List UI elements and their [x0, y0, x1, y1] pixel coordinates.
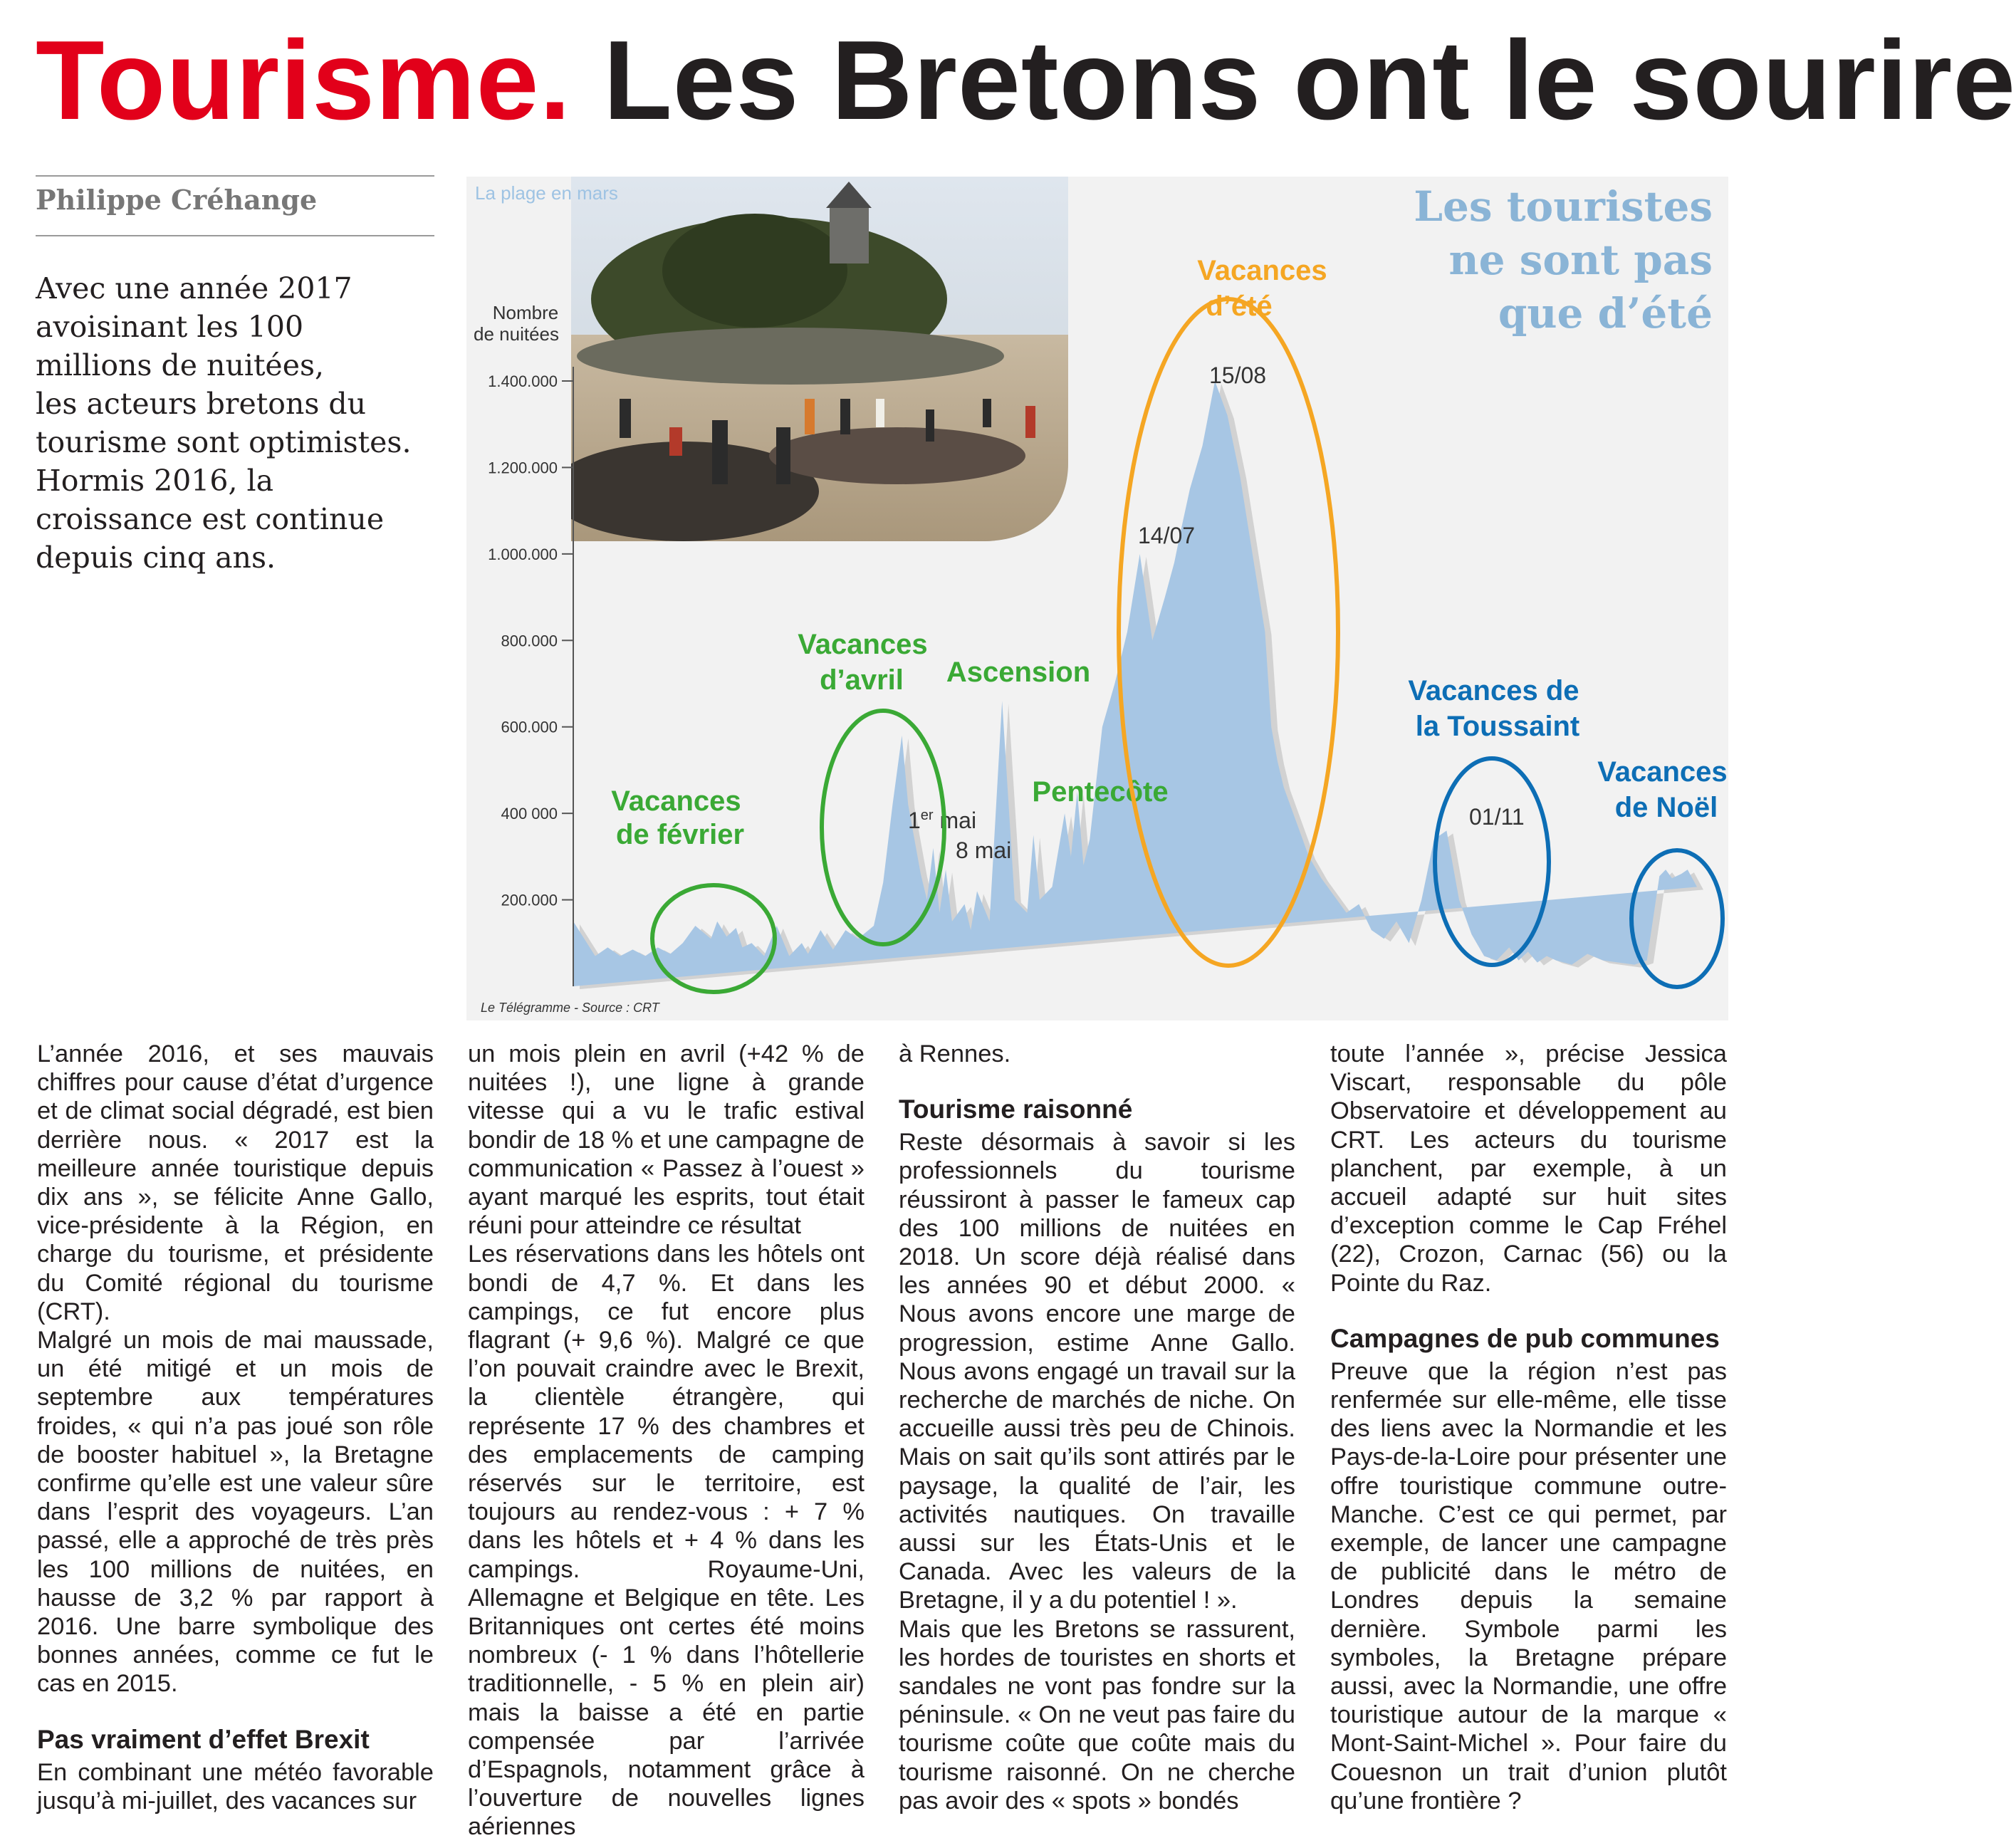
lead-line: millions de nuitées,	[36, 348, 325, 382]
tourism-infographic	[466, 177, 1728, 1020]
label-vacances-noel: Vacances de Noël	[1597, 756, 1728, 823]
subheading: Campagnes de pub communes	[1330, 1323, 1720, 1353]
byline: Philippe Créhange	[36, 184, 318, 216]
y-axis-title-line-2: de nuitées	[474, 323, 559, 345]
y-tick-label: 400 000	[501, 805, 558, 823]
subheading: Pas vraiment d’effet Brexit	[37, 1724, 370, 1754]
article-paragraph: Les réservations dans les hôtels ont bondi de 4,7 %. Et dans les campings, ce fut encore plus flagrant (+ 9,6 %). Malgré ce que l’on pouvait craindre avec le Brexit, la clientèle étrangère, qui représente 17 % des chambres et des emplacements de camping réservés sur le territoire, est toujours au rendez-vous : + 7 % dans les hôtels et + 4 % dans les campings. Royaume-Uni, Allemagne et Belgique en tête. Les Britanniques ont certes été moins nombreux (- 1 % dans l’hôtellerie traditionnelle, - 5 % en plein air) mais la baisse a été en partie compensée par l’arrivée d’Espagnols, notamment grâce à l’ouverture de nouvelles lignes aériennes	[468, 1241, 865, 1841]
lead-line: Hormis 2016, la	[36, 464, 274, 498]
article-paragraph: à Rennes.	[899, 1040, 1011, 1067]
infographic-title-line-1: Les touristes	[1414, 182, 1713, 231]
byline-bottom-rule	[36, 235, 434, 236]
article-column-4	[1330, 1040, 1727, 1815]
y-tick-label: 1.400.000	[488, 372, 558, 390]
y-axis-title-line-1: Nombre	[492, 302, 559, 323]
article-paragraph: un mois plein en avril (+42 % de nuitées !), une ligne à grande vitesse qui a vu le trafic estival bondir de 18 % et une campagne de communication « Passez à l’ouest » ayant marqué les esprits, tout était réuni pour atteindre ce résultat	[468, 1040, 865, 1240]
date-label-01-11: 01/11	[1469, 804, 1525, 830]
article-paragraph: Preuve que la région n’est pas renfermée sur elle-même, elle tisse des liens avec la Normandie et les Pays-de-la-Loire pour présenter une offre touristique commune outre-Manche. C’est ce qui permet, par exemple, de lancer une campagne de publicité dans le métro de Londres depuis la semaine dernière. Symbole parmi les symboles, la Bretagne prépare aussi, avec la Normandie, une offre touristique autour de la marque « Mont-Saint-Michel ». Pour faire du Couesnon un trait d’union plutôt qu’une frontière ?	[1330, 1357, 1727, 1815]
lead-line: avoisinant les 100	[36, 310, 304, 344]
date-label-8-mai: 8 mai	[956, 837, 1012, 863]
article-paragraph: Mais que les Bretons se rassurent, les hordes de touristes en shorts et sandales ne vont pas fondre sur la péninsule. « On ne veut pas faire du tourisme coûte que coûte mais du tourisme raisonné. On ne cherche pas avoir des « spots » bondés	[899, 1615, 1295, 1815]
y-tick-label: 1.200.000	[488, 459, 558, 477]
label-ascension: Ascension	[946, 657, 1091, 688]
y-tick-label: 200.000	[501, 891, 558, 909]
headline-kicker: Tourisme.	[36, 18, 572, 143]
date-label-1er-mai: 1er mai	[908, 808, 977, 833]
label-pentecote: Pentecôte	[1032, 776, 1169, 808]
source-credit: Le Télégramme - Source : CRT	[481, 1001, 659, 1015]
y-tick-label: 1.000.000	[488, 545, 558, 563]
lead-line: depuis cinq ans.	[36, 541, 276, 575]
lead-paragraph	[36, 269, 434, 577]
label-vacances-avril: Vacances d’avril	[798, 629, 928, 696]
lead-line: tourisme sont optimistes.	[36, 425, 412, 459]
headline-title: Les Bretons ont le sourire	[603, 18, 2016, 143]
label-vacances-ete: Vacances d’été	[1197, 255, 1327, 322]
beach-photo	[548, 177, 1068, 548]
article-column-1	[37, 1040, 434, 1815]
date-label-15-08: 15/08	[1209, 362, 1267, 388]
article-paragraph: Malgré un mois de mai maussade, un été mitigé et un mois de septembre aux températures froides, « qui n’a pas joué son rôle de booster habituel », la Bretagne confirme qu’elle est une valeur sûre dans l’esprit des voyageurs. L’an passé, elle a approché de très près les 100 millions de nuitées, en hausse de 3,2 % par rapport à 2016. Une barre symbolique des bonnes années, comme ce fut le cas en 2015.	[37, 1327, 434, 1698]
byline-top-rule	[36, 175, 434, 177]
lead-line: Avec une année 2017	[36, 271, 352, 306]
lead-line: les acteurs bretons du	[36, 387, 367, 421]
infographic-title-line-2: ne sont pas	[1448, 236, 1713, 284]
y-tick-label: 800.000	[501, 632, 558, 650]
article-column-2	[468, 1040, 865, 1842]
date-label-14-07: 14/07	[1138, 523, 1196, 548]
label-vacances-toussaint: Vacances de la Toussaint	[1408, 675, 1580, 742]
article-column-3	[899, 1040, 1295, 1815]
label-vacances-fevrier: Vacances de février	[611, 785, 745, 850]
article-paragraph: Reste désormais à savoir si les professionnels du tourisme réussiront à passer le fameux cap des 100 millions de nuitées en 2018. Un score déjà réalisé dans les années 90 et début 2000. « Nous avons encore une marge de progression, estime Anne Gallo. Nous avons engagé un travail sur la recherche de marchés de niche. On accueille aussi très peu de Chinois. Mais on sait qu’ils sont attirés par le paysage, la qualité de l’air, les activités nautiques. On travaille aussi sur les États-Unis et le Canada. Avec les valeurs de la Bretagne, il y a du potentiel ! ».	[899, 1129, 1295, 1614]
lead-line: croissance est continue	[36, 502, 385, 536]
article-paragraph: toute l’année », précise Jessica Viscart, responsable du pôle Observatoire et développement au CRT. Les acteurs du tourisme planchent, par exemple, à un accueil adapté sur huit sites d’exception comme le Cap Fréhel (22), Crozon, Carnac (56) ou la Pointe du Raz.	[1330, 1040, 1727, 1297]
photo-caption: La plage en mars	[475, 182, 618, 204]
article-paragraph: L’année 2016, et ses mauvais chiffres pour cause d’état d’urgence et de climat social dégradé, est bien derrière nous. « 2017 est la meilleure année touristique depuis dix ans », se félicite Anne Gallo, vice-présidente à la Région, en charge du tourisme, et présidente du Comité régional du tourisme (CRT).	[37, 1040, 434, 1325]
subheading: Tourisme raisonné	[899, 1095, 1133, 1124]
y-tick-label: 600.000	[501, 718, 558, 736]
infographic-title-line-3: que d’été	[1498, 289, 1713, 338]
article-paragraph: En combinant une météo favorable jusqu’à mi-juillet, des vacances sur	[37, 1758, 434, 1815]
headline	[36, 20, 2016, 141]
